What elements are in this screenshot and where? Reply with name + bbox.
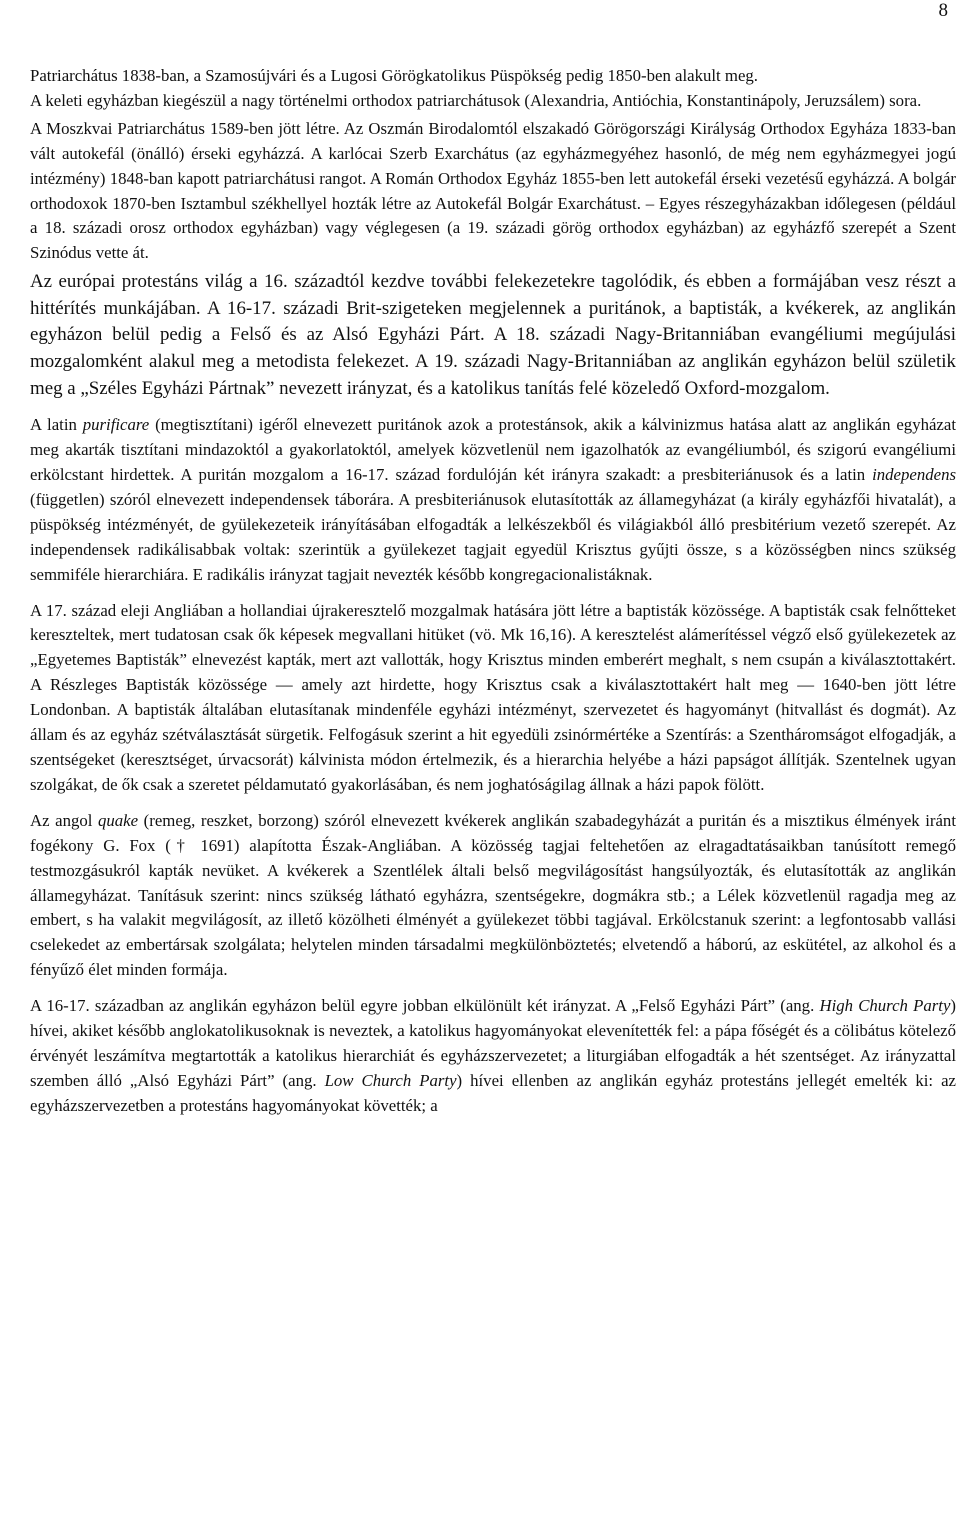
- latin-term-purificare: purificare: [82, 415, 150, 435]
- text-run: Az angol: [30, 810, 98, 830]
- paragraph-patriarchate-end: Patriarchátus 1838-ban, a Szamosújvári és a Lugosi Görögkatolikus Püspökség pedig 1850-ben alakult meg.: [30, 66, 758, 85]
- text-run: (megtisztítani) igéről elnevezett puritánok azok a protestánsok, akik a kálvinizmus hatása alatt az anglikán egyházat meg akarták tisztítani mindazoktól a gyakorlatoktól, amelyek közvetlenül nem igazolhatók az evangéliumból, és szigorú evangéliumi erkölcstant hirdettek. A puritán mozgalom a 16-17. század fordulóján két irányra szakadt: a presbiteriánusok és a latin: [30, 415, 956, 485]
- english-term-low-church: Low Church Party: [324, 1070, 457, 1090]
- paragraph-eastern-patriarchates: A keleti egyházban kiegészül a nagy történelmi orthodox patriarchátusok (Alexandria, Antióchia, Konstantinápoly, Jeruzsálem) sora.: [30, 90, 922, 110]
- text-run: A latin: [30, 415, 83, 435]
- english-term-quake: quake: [98, 810, 139, 830]
- page-number: 8: [938, 0, 948, 21]
- latin-term-independens: independens: [872, 465, 956, 485]
- text-run: ) hívei, akiket később anglokatolikusoknak is neveztek, a katolikus hagyományokat elevenítették fel: a pápa főségét és a cölibátus kötelező érvényét leszámítva megtartották a katolikus hierarchiát és egyházszervezetet; a liturgiában elfogadták a hét szentséget. Az irányzattal szemben álló „Alsó Egyházi Párt” (ang.: [30, 996, 956, 1090]
- document-body: [30, 64, 956, 1119]
- text-run: (remeg, reszket, borzong) szóról elnevezett kvékerek anglikán szabadegyházát a puritán és a misztikus élmények iránt fogékony G. Fox († 1691) alapította Észak-Angliában. A közösség tagjai feltehetően az elragadtatásaikban tanúsított remegő testmozgásukról kapták nevüket. A kvékerek a Szentlélek általi belső megvilágosítást hangsúlyozták, és elutasították az anglikán államegyházat. Tanításuk szerint: nincs szükség látható egyházra, szentségekre, dogmákra stb.; a Lélek közvetlenül ragadja meg az embert, s ha valakit megvilágosít, az illető közölheti élményét a gyülekezet többi tagjával. Erkölcstanuk szerint: a legfontosabb vallási cselekedet az embertársak szolgálata; helytelen minden társadalmi megkülönböztetés; elvetendő a háború, az eskütétel, az alkohol és a fényűző élet minden formája.: [30, 810, 956, 980]
- paragraph-protestant-world: Az európai protestáns világ a 16. századtól kezdve további felekezetekre tagolódik, és ebben a formájában vesz részt a hittérítés munkájában. A 16-17. századi Brit-szigeteken megjelennek a puritánok, a baptisták, a kvékerek, az anglikán egyházon belül pedig a Felső és az Alsó Egyházi Párt. A 18. századi Nagy-Britanniában evangéliumi megújulási mozgalomként alakul meg a metodista felekezet. A 19. századi Nagy-Britanniában az anglikán egyházon belül születik meg a „Széles Egyházi Pártnak” nevezett irányzat, és a katolikus tanítás felé közeledő Oxford-mozgalom.: [30, 271, 956, 399]
- english-term-high-church: High Church Party: [819, 996, 951, 1016]
- paragraph-church-parties: [30, 994, 956, 1119]
- paragraph-baptists: A 17. század eleji Angliában a hollandiai újrakeresztelő mozgalmak hatására jött létre a baptisták közössége. A baptisták csak felnőtteket kereszteltek, mert tudatosan csak ők képesek megvallani hitüket (vö. Mk 16,16). A keresztelést alámerítéssel végző első gyülekezetek az „Egyetemes Baptisták” elnevezést kapták, mert azt vallották, hogy Krisztus minden emberért meghalt, s nem csupán a kiválasztottakért. A Részleges Baptisták közössége — amely azt hirdette, hogy Krisztus csak a kiválasztottakért halt meg — 1640-ben jött létre Londonban. A baptisták általában elutasítanak mindenféle egyházi intézményt, szervezetet és hagyományt (hitvallást és dogmát). Az állam és az egyház szétválasztását sürgetik. Felfogásuk szerint a hit egyedüli zsinórmértéke a Szentírás: a Szentháromságot elfogadják, a szentségeket (keresztséget, úrvacsorát) kálvinista módon értelmezik, és a hierarchia helyébe a házi papságot állítják. Szentelnek ugyan szolgákat, de ők csak a szeretet példamutató gyakorlásában, és nem joghatóságilag állnak a házi papok fölött.: [30, 600, 956, 794]
- text-run: A 16-17. században az anglikán egyházon belül egyre jobban elkülönült két irányzat. A „Felső Egyházi Párt” (ang.: [30, 996, 820, 1016]
- text-run: ) hívei ellenben az anglikán egyház protestáns jellegét emelték ki: az egyházszervezetben a protestáns hagyományokat követték; a: [30, 1070, 956, 1115]
- text-run: (független) szóról elnevezett independensek táborára. A presbiteriánusok elutasították az államegyházat (a király egyházfői hivatalát), a püspökség intézményét, de gyülekezeteik irányításában elfogadták a lelkészekből és világiakból álló presbitérium vezető szerepét. Az independensek radikálisabbak voltak: szerintük a gyülekezet tagjait egyedül Krisztus gyűjti össze, s a közösségben nincs szükség semmiféle hierarchiára. E radikális irányzat tagjait nevezték később kongregacionalistáknak.: [30, 489, 956, 584]
- paragraph-puritans: [30, 413, 956, 587]
- paragraph-autocephalous-churches: A Moszkvai Patriarchátus 1589-ben jött létre. Az Oszmán Birodalomtól elszakadó Görögországi Királyság Orthodox Egyháza 1833-ban vált autokefál (önálló) érseki egyházzá. A karlócai Szerb Exarchátus (az egyházmegyéhez hasonló, de még nem egyházmegyei jogú intézmény) 1848-ban kapott patriarchátusi rangot. A Román Orthodox Egyház 1855-ben lett autokefál érseki vezetésű egyházzá. A bolgár orthodoxok 1870-ben Isztambul székhellyel hozták létre az Autokefál Bolgár Exarchátust. – Egyes részegyházakban időlegesen (például a 18. századi orosz orthodox egyházban) vagy véglegesen (a 19. századi görög orthodox egyházban) az egyházfő szerepét a Szent Szinódus vette át.: [30, 118, 956, 263]
- paragraph-quakers: [30, 809, 956, 983]
